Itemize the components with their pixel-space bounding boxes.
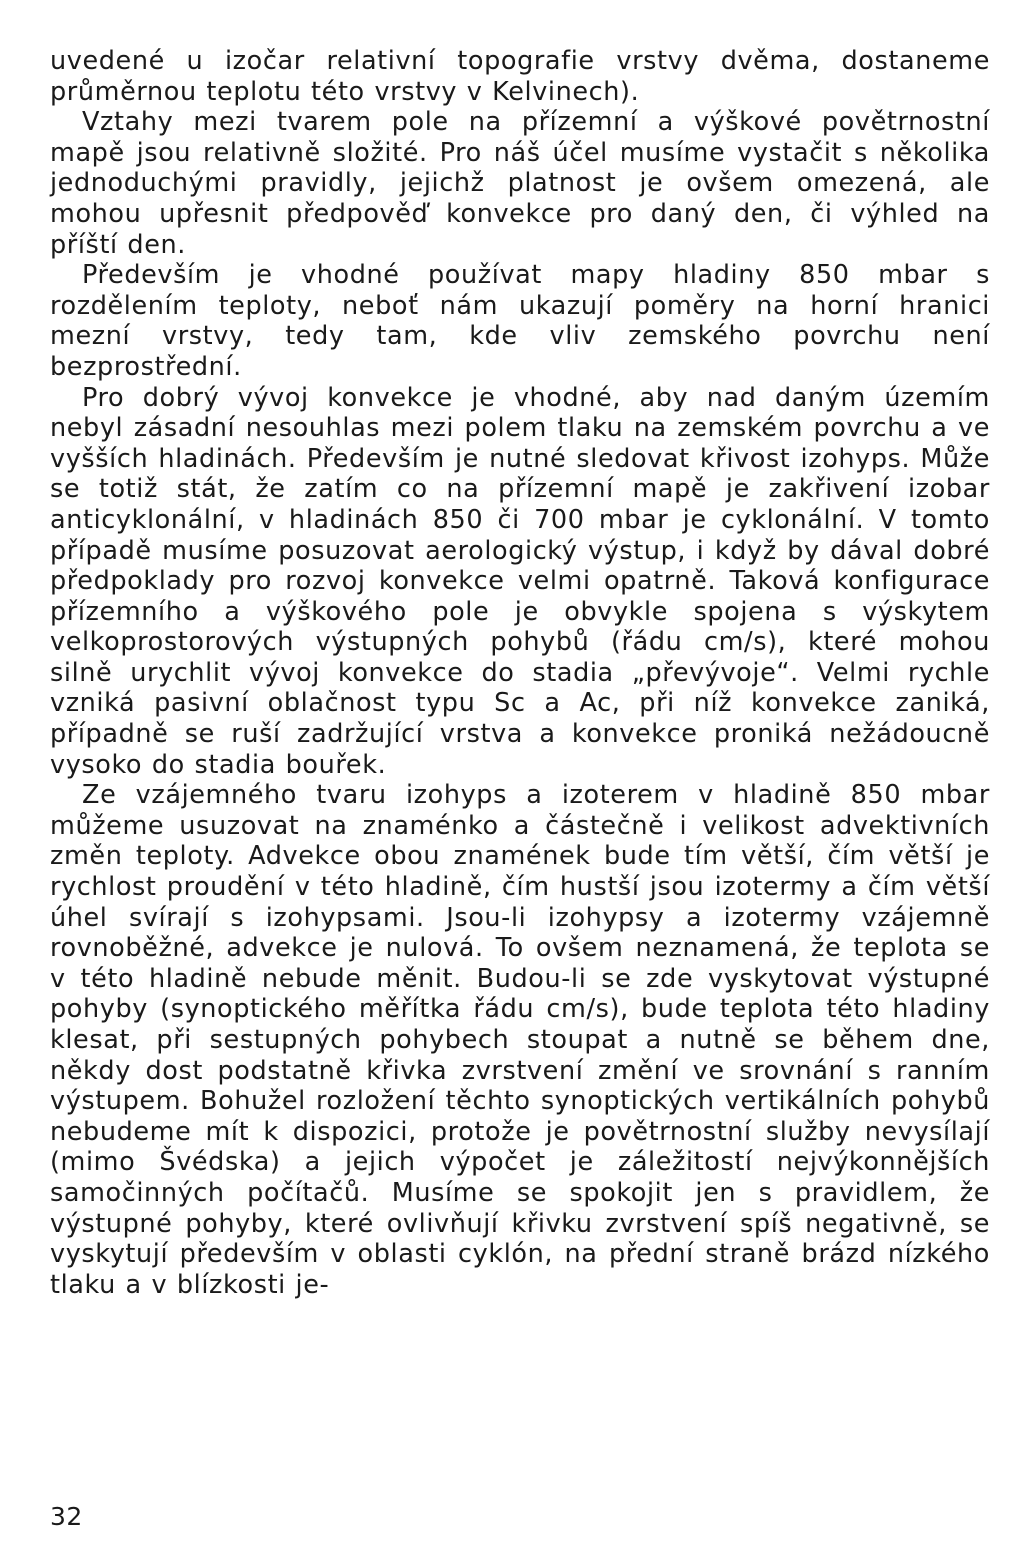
paragraph-5: Ze vzájemného tvaru izohyps a izoterem v hladině 850 mbar můžeme usuzovat na znaménko a částečně i velikost advektivních změn teploty. Advekce obou znamének bude tím větší, čím větší je rychlost proudění v této hladině, čím hustší jsou izotermy a čím větší úhel svírají s izohypsami. Jsou-li izohypsy a izotermy vzájemně rovnoběžné, advekce je nulová. To ovšem neznamená, že teplota se v této hladině nebude měnit. Budou-li se zde vyskytovat výstupné pohyby (synoptického měřítka řádu cm/s), bude teplota této hladiny klesat, při sestupných pohybech stoupat a nutně se během dne, někdy dost podstatně křivka zvrstvení změní ve srovnání s ranním výstupem. Bohužel rozložení těchto synoptických vertikálních pohybů nebudeme mít k dispozici, protože je povětrnostní služby nevysílají (mimo Švédska) a jejich výpočet je záležitostí nejvýkonnějších samočinných počítačů. Musíme se spokojit jen s pravidlem, že výstupné pohyby, které ovlivňují křivku zvrstvení spíš negativně, se vyskytují především v oblasti cyklón, na přední straně brázd nízkého tlaku a v blízkosti je-	[50, 780, 990, 1300]
paragraph-2: Vztahy mezi tvarem pole na přízemní a výškové povětrnostní mapě jsou relativně složité. Pro náš účel musíme vystačit s několika jednoduchými pravidly, jejichž platnost je ovšem omezená, ale mohou upřesnit předpověď konvekce pro daný den, či výhled na příští den.	[50, 107, 990, 260]
body-text	[50, 46, 990, 1300]
page-number: 32	[50, 1502, 83, 1531]
paragraph-4: Pro dobrý vývoj konvekce je vhodné, aby nad daným územím nebyl zásadní nesouhlas mezi polem tlaku na zemském povrchu a ve vyšších hladinách. Především je nutné sledovat křivost izohyps. Může se totiž stát, že zatím co na přízemní mapě je zakřivení izobar anticyklonální, v hladinách 850 či 700 mbar je cyklonální. V tomto případě musíme posuzovat aerologický výstup, i když by dával dobré předpoklady pro rozvoj konvekce velmi opatrně. Taková konfigurace přízemního a výškového pole je obvykle spojena s výskytem velkoprostorových výstupných pohybů (řádu cm/s), které mohou silně urychlit vývoj konvekce do stadia „převývoje“. Velmi rychle vzniká pasivní oblačnost typu Sc a Ac, při níž konvekce zaniká, případně se ruší zadržující vrstva a konvekce proniká nežádoucně vysoko do stadia bouřek.	[50, 382, 990, 780]
paragraph-3: Především je vhodné používat mapy hladiny 850 mbar s rozdělením teploty, neboť nám ukazují poměry na horní hranici mezní vrstvy, tedy tam, kde vliv zemského povrchu není bezprostřední.	[50, 260, 990, 382]
paragraph-1: uvedené u izočar relativní topografie vrstvy dvěma, dostaneme průměrnou teplotu této vrstvy v Kelvinech).	[50, 46, 990, 107]
